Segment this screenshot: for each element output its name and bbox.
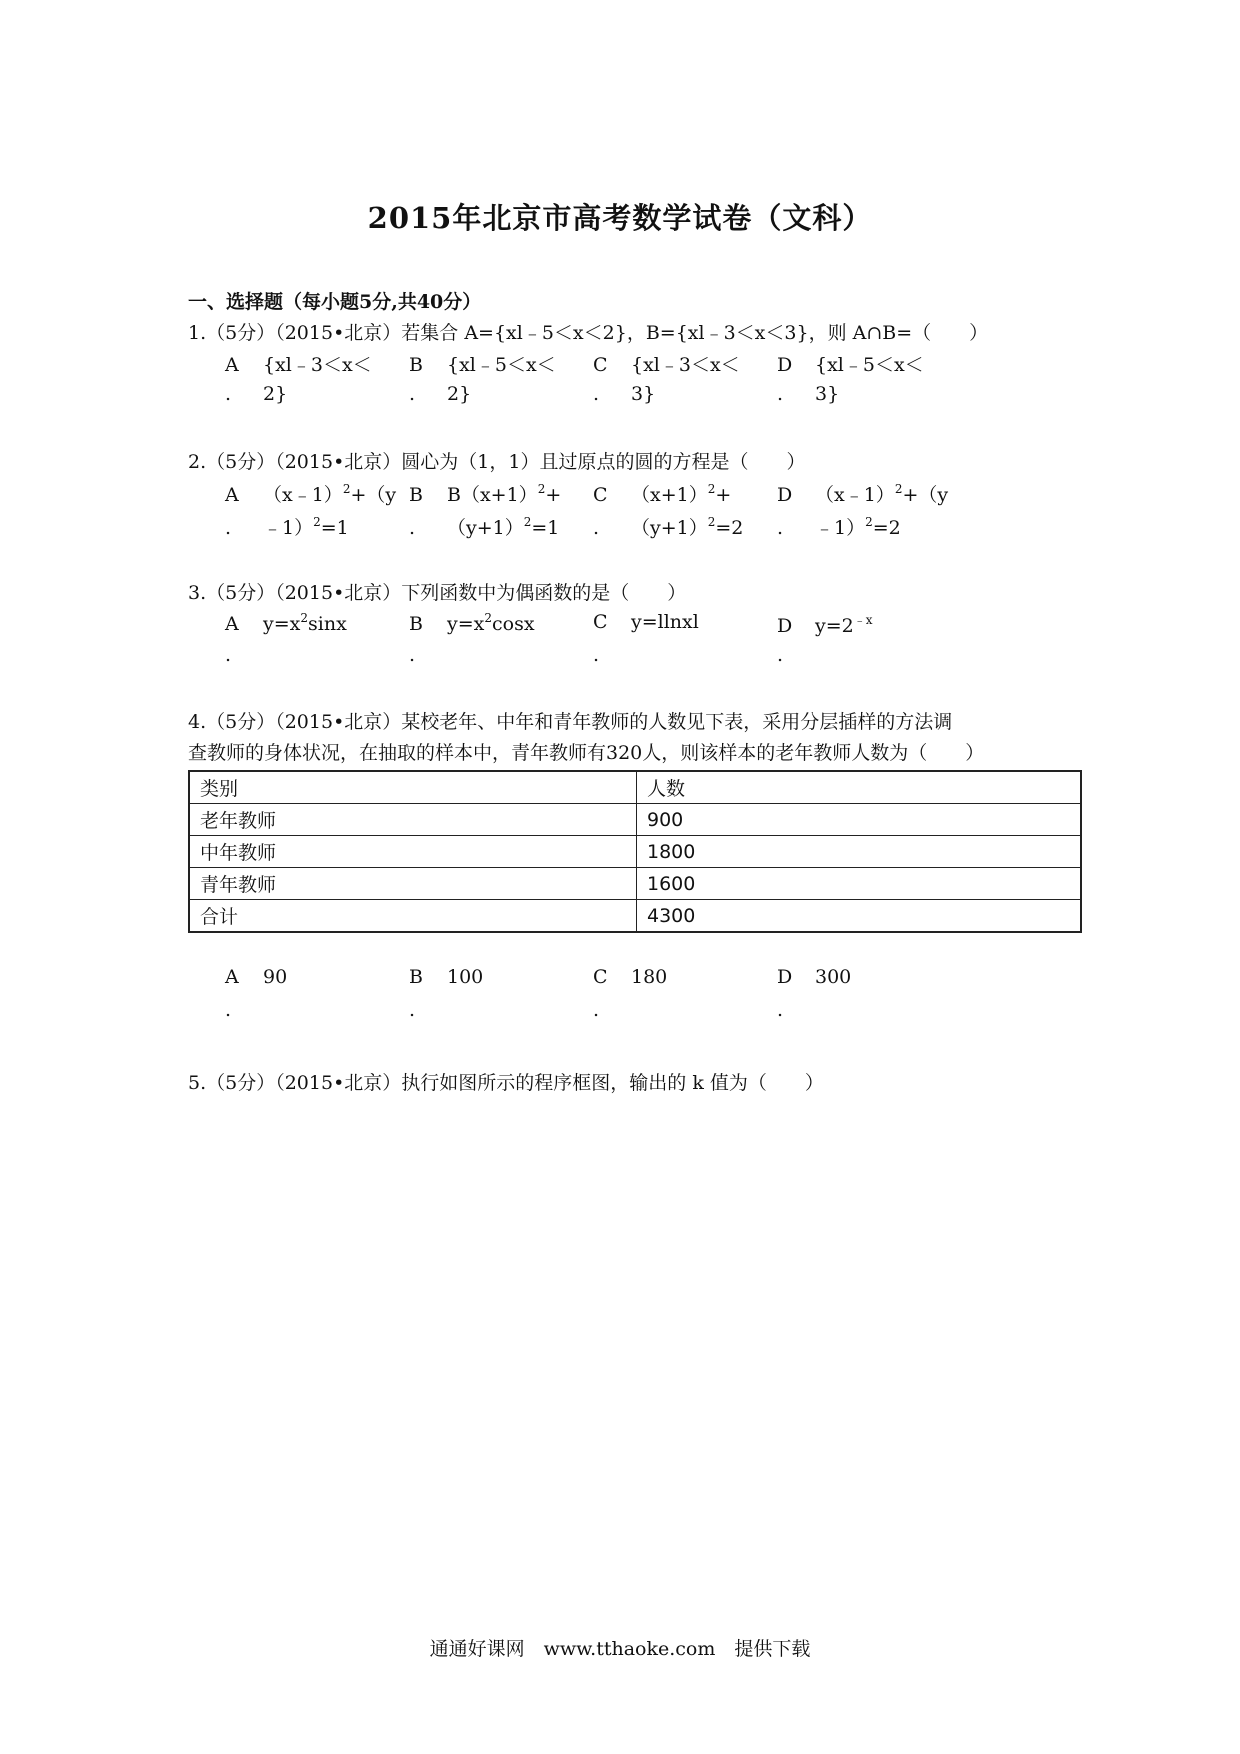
question-1-option-a	[225, 350, 372, 377]
option-text: 2}	[447, 383, 472, 405]
option-text: 3}	[815, 383, 840, 405]
question-2-option-b	[409, 480, 561, 507]
option-text: 90	[263, 966, 288, 988]
table-cell: 中年教师	[189, 836, 637, 868]
option-text: =1	[320, 517, 349, 539]
option-dot: .	[777, 517, 784, 539]
question-1-option-c	[593, 350, 740, 377]
option-letter: C	[593, 484, 608, 506]
option-dot: .	[225, 999, 232, 1021]
question-3-stem: 3.（5分）（2015•北京）下列函数中为偶函数的是（ ）	[188, 582, 687, 604]
option-text: （y+1）	[631, 517, 708, 539]
table-cell: 合计	[189, 900, 637, 933]
question-2-option-a	[225, 480, 396, 507]
option-letter: A	[225, 613, 239, 635]
option-letter: C	[593, 354, 608, 376]
option-text: ﹣1）	[263, 517, 314, 539]
option-text: y=llnxl	[631, 611, 699, 633]
option-letter: B	[409, 354, 423, 376]
question-2-option-c	[593, 480, 731, 507]
option-text: （x﹣1）	[263, 484, 343, 506]
option-dot: .	[225, 644, 232, 666]
question-3-option-b	[409, 611, 535, 635]
option-letter: B	[409, 613, 423, 635]
option-letter: C	[593, 611, 608, 633]
question-4-option-d	[777, 966, 851, 988]
option-text: 300	[815, 966, 852, 988]
option-text: y=x	[447, 613, 485, 635]
exponent: 2	[865, 515, 873, 529]
question-1-option-b	[409, 350, 556, 377]
table-cell: 4300	[637, 900, 1082, 933]
option-letter: B	[409, 966, 423, 988]
exponent: 2	[537, 482, 546, 496]
section-heading: 一、选择题（每小题5分,共40分）	[188, 291, 482, 313]
question-1-option-d	[777, 350, 924, 377]
question-4-stem-line-2: 查教师的身体状况，在抽取的样本中，青年教师有320人，则该样本的老年教师人数为（ ）	[188, 742, 985, 764]
option-text: ﹣1）	[815, 517, 866, 539]
option-dot: .	[225, 383, 232, 405]
teacher-count-table	[188, 770, 1082, 933]
table-row	[189, 804, 1081, 836]
option-dot: .	[593, 644, 600, 666]
option-text: 3}	[631, 383, 656, 405]
option-letter: C	[593, 966, 608, 988]
option-dot: .	[593, 517, 600, 539]
exponent: 2	[894, 482, 903, 496]
option-text: （y+1）	[447, 517, 524, 539]
question-3-option-a	[225, 611, 347, 635]
option-dot: .	[593, 383, 600, 405]
option-dot: .	[777, 644, 784, 666]
page-title: 2015年北京市高考数学试卷（文科）	[367, 201, 873, 235]
option-text: y=2	[815, 615, 854, 637]
exponent: 2	[342, 482, 351, 496]
exponent: 2	[313, 515, 321, 529]
table-row	[189, 900, 1081, 933]
option-text: =2	[715, 517, 744, 539]
page-footer: 通通好课网 www.tthaoke.com 提供下载	[429, 1638, 811, 1660]
option-letter: D	[777, 354, 793, 376]
table-header-cell: 人数	[637, 771, 1082, 804]
question-2-option-a-cont	[225, 513, 349, 540]
exponent: 2	[707, 482, 716, 496]
option-dot: .	[777, 383, 784, 405]
option-dot: .	[409, 644, 416, 666]
exponent: 2	[484, 611, 493, 625]
table-cell: 900	[637, 804, 1082, 836]
option-text: {xl﹣3＜x＜	[631, 354, 740, 376]
question-3-option-d	[777, 611, 873, 637]
option-text: +（y	[902, 484, 949, 506]
option-dot: .	[409, 517, 416, 539]
option-text: B（x+1）	[447, 484, 538, 506]
question-2-option-b-cont	[409, 513, 559, 540]
question-5-stem: 5.（5分）（2015•北京）执行如图所示的程序框图，输出的 k 值为（ ）	[188, 1072, 824, 1094]
question-1-option-b-cont	[409, 383, 471, 405]
table-row	[189, 836, 1081, 868]
question-4-option-c	[593, 966, 667, 988]
option-text: sinx	[308, 613, 347, 635]
option-text: +（y	[350, 484, 397, 506]
table-cell: 1800	[637, 836, 1082, 868]
option-text: 2}	[263, 383, 288, 405]
table-cell: 老年教师	[189, 804, 637, 836]
option-text: （x+1）	[631, 484, 708, 506]
table-cell: 青年教师	[189, 868, 637, 900]
question-4-stem-line-1: 4.（5分）（2015•北京）某校老年、中年和青年教师的人数见下表，采用分层插样的方法调	[188, 711, 953, 733]
question-1-option-a-cont	[225, 383, 287, 405]
option-dot: .	[593, 999, 600, 1021]
option-text: =2	[872, 517, 901, 539]
option-dot: .	[225, 517, 232, 539]
table-header-cell: 类别	[189, 771, 637, 804]
option-text: =1	[531, 517, 560, 539]
question-1-option-d-cont	[777, 383, 839, 405]
option-dot: .	[777, 999, 784, 1021]
question-2-option-d	[777, 480, 948, 507]
option-text: cosx	[492, 613, 535, 635]
question-2-option-d-cont	[777, 513, 901, 540]
table-cell: 1600	[637, 868, 1082, 900]
exponent: 2	[707, 515, 716, 529]
question-2-stem: 2.（5分）（2015•北京）圆心为（1，1）且过原点的圆的方程是（ ）	[188, 451, 806, 473]
option-letter: D	[777, 484, 793, 506]
option-letter: D	[777, 966, 793, 988]
option-letter: B	[409, 484, 423, 506]
question-1-stem: 1.（5分）（2015•北京）若集合 A={xl﹣5＜x＜2}，B={xl﹣3＜x＜3}，则 A∩B=（ ）	[188, 322, 989, 344]
option-letter: A	[225, 484, 239, 506]
option-text: {xl﹣5＜x＜	[815, 354, 924, 376]
option-text: +	[715, 484, 732, 506]
option-text: y=x	[263, 613, 301, 635]
option-text: {xl﹣5＜x＜	[447, 354, 556, 376]
question-1-option-c-cont	[593, 383, 655, 405]
option-text: 100	[447, 966, 484, 988]
table-header-row	[189, 771, 1081, 804]
table-row	[189, 868, 1081, 900]
option-text: +	[545, 484, 562, 506]
exponent: 2	[300, 611, 309, 625]
question-4-option-b	[409, 966, 483, 988]
option-dot: .	[409, 383, 416, 405]
option-letter: A	[225, 354, 239, 376]
option-letter: A	[225, 966, 239, 988]
question-2-option-c-cont	[593, 513, 743, 540]
exponent: ﹣x	[853, 613, 873, 627]
option-text: 180	[631, 966, 668, 988]
option-letter: D	[777, 615, 793, 637]
question-4-option-a	[225, 966, 287, 988]
option-dot: .	[409, 999, 416, 1021]
option-text: （x﹣1）	[815, 484, 895, 506]
exponent: 2	[523, 515, 532, 529]
question-3-option-c	[593, 611, 699, 633]
option-text: {xl﹣3＜x＜	[263, 354, 372, 376]
